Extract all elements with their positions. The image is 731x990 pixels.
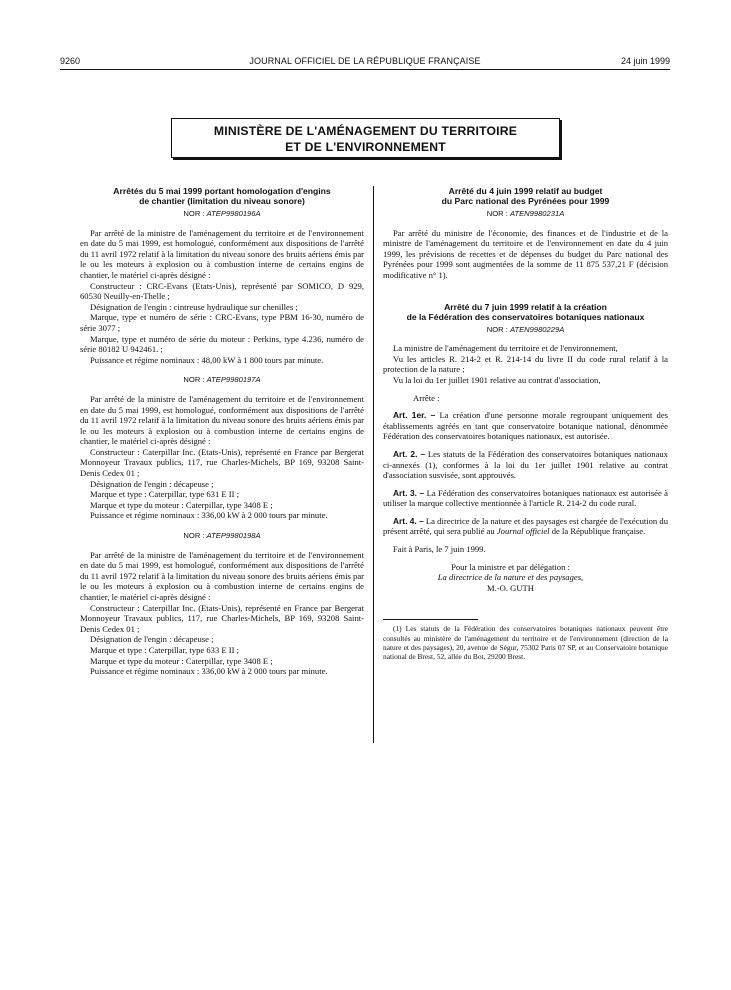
spacer (383, 555, 668, 562)
journal-officiel-ref: Journal officiel (496, 526, 550, 537)
article-3-label: Art. 3. – (393, 487, 425, 498)
article-3-text: La Fédération des conservatoires botaniques nationaux est autorisée à utiliser la marque collective mentionnée à l'article R. 214-2 du code rural. (383, 487, 668, 509)
footnote: (1) Les statuts de la Fédération des conservatoires botaniques nationaux peuvent être consultés au ministère de l'aménagement du territoire et de l'environnement (direction de la nature et des paysages), 20, avenue de Ségur, 75302 Paris 07 SP, et au Conservatoire botanique national de Brest, 52, allée du Bot, 29200 Brest. (383, 624, 668, 662)
signature-line-2: La directrice de la nature et des paysages, (437, 572, 584, 583)
nor-line-5 (383, 325, 668, 336)
page-header (60, 56, 670, 70)
arrete-2-line: Constructeur : Caterpillar Inc. (Etats-Unis), représenté en France par Bergerat Monnoyeur Travaux publics, 117, rue Charles-Michels, BP 169, 93208 Saint-Denis Cedex 01 ; (80, 446, 364, 479)
nor-code: ATEP9980196A (206, 209, 261, 218)
spacer (383, 403, 668, 410)
arrete-3-intro: Par arrêté de la ministre de l'aménagement du territoire et de l'environnement en date du 5 mai 1999, est homologué, conformément aux dispositions de l'arrêté du 11 avril 1972 relatif à la limitation du niveau sonore des bruits aériens émis par le ou les moteurs à explosion ou à combustion interne de certains engins de chantier, le matériel ci-après désigné : (80, 549, 364, 602)
article-4-text-b: de la République française. (549, 526, 646, 537)
page-number: 9260 (60, 56, 81, 66)
arrete-2-line: Désignation de l'engin : décapeuse ; (90, 478, 214, 489)
ministry-line-1: MINISTÈRE DE L'AMÉNAGEMENT DU TERRITOIRE (213, 124, 518, 138)
right-column (383, 186, 668, 661)
nor-code: ATEP9980198A (206, 531, 261, 541)
spacer (383, 386, 668, 393)
article-2-text: Les statuts de la Fédération des conservatoires botaniques nationaux ci-annexés (1), conformes à la loi du 1er juillet 1901 relative au contrat d'association susvisée, sont approuvés. (383, 448, 668, 481)
article-4-label: Art. 4. – (393, 515, 424, 526)
arrete-1-intro: Par arrêté de la ministre de l'aménagement du territoire et de l'environnement en date du 5 mai 1999, est homologué, conformément aux dispositions de l'arrêté du 11 avril 1972 relatif à la limitation du niveau sonore des bruits aériens émis par le ou les moteurs à explosion ou à combustion interne de certains engins de chantier, le matériel ci-après désigné : (80, 227, 364, 280)
article-1 (383, 410, 668, 442)
preamble-line: Vu les articles R. 214-2 et R. 214-14 du livre II du code rural relatif à la protection de la nature ; (383, 353, 668, 375)
arrete-3-line: Marque et type : Caterpillar, type 633 E II ; (90, 644, 240, 655)
right-title-2 (383, 302, 668, 322)
left-title-line-2: de chantier (limitation du niveau sonore) (139, 196, 305, 206)
right-title-1-line-1: Arrêté du 4 juin 1999 relatif au budget (448, 186, 603, 196)
arrete-3-line: Puissance et régime nominaux : 336,00 kW à 2 000 tours par minute. (90, 666, 328, 677)
column-separator (373, 186, 374, 743)
article-2-label: Art. 2. – (393, 448, 426, 459)
ministry-line-2: ET DE L'ENVIRONNEMENT (285, 140, 446, 154)
ministry-box (171, 118, 560, 158)
article-1-text: La création d'une personne morale regroupant uniquement des établissements agréés en tant que conservatoire botanique national, dénommée Fédération des conservatoires botaniques nationaux, est autorisée. (383, 410, 668, 442)
nor-label: NOR : (183, 375, 205, 385)
arrete-1-line: Marque, type et numéro de série : CRC-Evans, type PBM 16-30, numéro de série 3077 ; (80, 312, 364, 333)
budget-paragraph: Par arrêté du ministre de l'économie, des finances et de l'industrie et de la ministre de l'aménagement du territoire et de l'environnement en date du 4 juin 1999, les prévisions de recettes et de dépenses du budget du Parc national des Pyrénées pour 1999 sont augmentées de la somme de 11 875 537,21 F (décision modificative n° 1). (383, 227, 668, 280)
nor-label: NOR : (486, 324, 508, 334)
nor-line-2 (80, 375, 364, 386)
arrete-label: Arrête : (413, 392, 440, 403)
right-title-2-line-2: de la Fédération des conservatoires botaniques nationaux (406, 311, 645, 322)
spacer (383, 537, 668, 544)
spacer (383, 442, 668, 449)
spacer (383, 481, 668, 488)
nor-line-4 (383, 209, 668, 220)
nor-label: NOR : (486, 209, 508, 218)
arrete-3-line: Désignation de l'engin : décapeuse ; (90, 634, 214, 645)
spacer (80, 365, 364, 372)
spacer (383, 281, 668, 295)
nor-line-3 (80, 531, 364, 542)
left-title-line-1: Arrêtés du 5 mai 1999 portant homologation d'engins (113, 186, 331, 196)
arrete-2-line: Marque et type du moteur : Caterpillar, type 3408 E ; (90, 499, 273, 510)
nor-code: ATEN9980229A (509, 324, 565, 334)
right-title-2-line-1: Arrêté du 7 juin 1999 relatif à la création (444, 301, 607, 312)
arrete-1-line: Constructeur : CRC-Evans (Etats-Unis), représenté par SOMICO, D 929, 60530 Neuilly-en-Thelle ; (80, 280, 364, 302)
article-4-text-a: La directrice de la nature et des paysages est chargée de l'exécution du présent arrêté, qui sera publié au (383, 515, 668, 537)
right-title-1-line-2: du Parc national des Pyrénées pour 1999 (441, 196, 610, 206)
nor-code: ATEN9980231A (509, 209, 565, 218)
spacer (80, 521, 364, 528)
signature-name: M.-O. GUTH (486, 582, 535, 593)
arrete-3-line: Marque et type du moteur : Caterpillar, type 3408 E ; (90, 655, 273, 666)
arrete-1-line: Marque, type et numéro de série du moteur : Perkins, type 4.236, numéro de série 80182 U 942461. ; (80, 333, 364, 355)
signature-line-1: Pour la ministre et par délégation : (451, 561, 570, 572)
header-rule (60, 69, 670, 70)
preamble-line: Vu la loi du 1er juillet 1901 relative au contrat d'association, (393, 374, 601, 385)
issue-date: 24 juin 1999 (620, 56, 670, 66)
arrete-1-line: Puissance et régime nominaux : 48,00 kW à 1 800 tours par minute. (90, 354, 324, 365)
nor-line-1 (80, 209, 364, 220)
article-4 (383, 516, 668, 537)
left-column (80, 186, 364, 677)
footnote-rule (383, 619, 478, 620)
fait-a-paris: Fait à Paris, le 7 juin 1999. (393, 544, 486, 555)
article-1-label: Art. 1er. – (393, 410, 436, 421)
arrete-2-line: Puissance et régime nominaux : 336,00 kW à 2 000 tours par minute. (90, 510, 328, 521)
arrete-2-intro: Par arrêté de la ministre de l'aménagement du territoire et de l'environnement en date du 5 mai 1999, est homologué, conformément aux dispositions de l'arrêté du 11 avril 1972 relatif à la limitation du niveau sonore des bruits aériens émis par le ou les moteurs à explosion ou à combustion interne de certains engins de chantier, le matériel ci-après désigné : (80, 393, 364, 447)
nor-label: NOR : (183, 531, 205, 541)
spacer (383, 295, 668, 302)
journal-title: JOURNAL OFFICIEL DE LA RÉPUBLIQUE FRANÇAISE (249, 56, 481, 66)
nor-code: ATEP9980197A (206, 375, 261, 385)
article-3 (383, 488, 668, 509)
article-2 (383, 449, 668, 481)
signature-block (383, 562, 668, 594)
right-title-1 (383, 186, 668, 206)
arrete-3-line: Constructeur : Caterpillar Inc. (Etats-Unis), représenté en France par Bergerat Monnoyeur Travaux publics, 117, rue Charles-Michels, BP 169, 93208 Saint-Denis Cedex 01 ; (80, 602, 364, 634)
spacer (383, 509, 668, 516)
arrete-1-line: Désignation de l'engin : cintreuse hydraulique sur chenilles ; (90, 301, 298, 312)
nor-label: NOR : (183, 209, 205, 218)
arrete-2-line: Marque et type : Caterpillar, type 631 E II ; (90, 489, 240, 500)
preamble-line: La ministre de l'aménagement du territoire et de l'environnement, (393, 343, 618, 354)
left-title (80, 186, 364, 206)
